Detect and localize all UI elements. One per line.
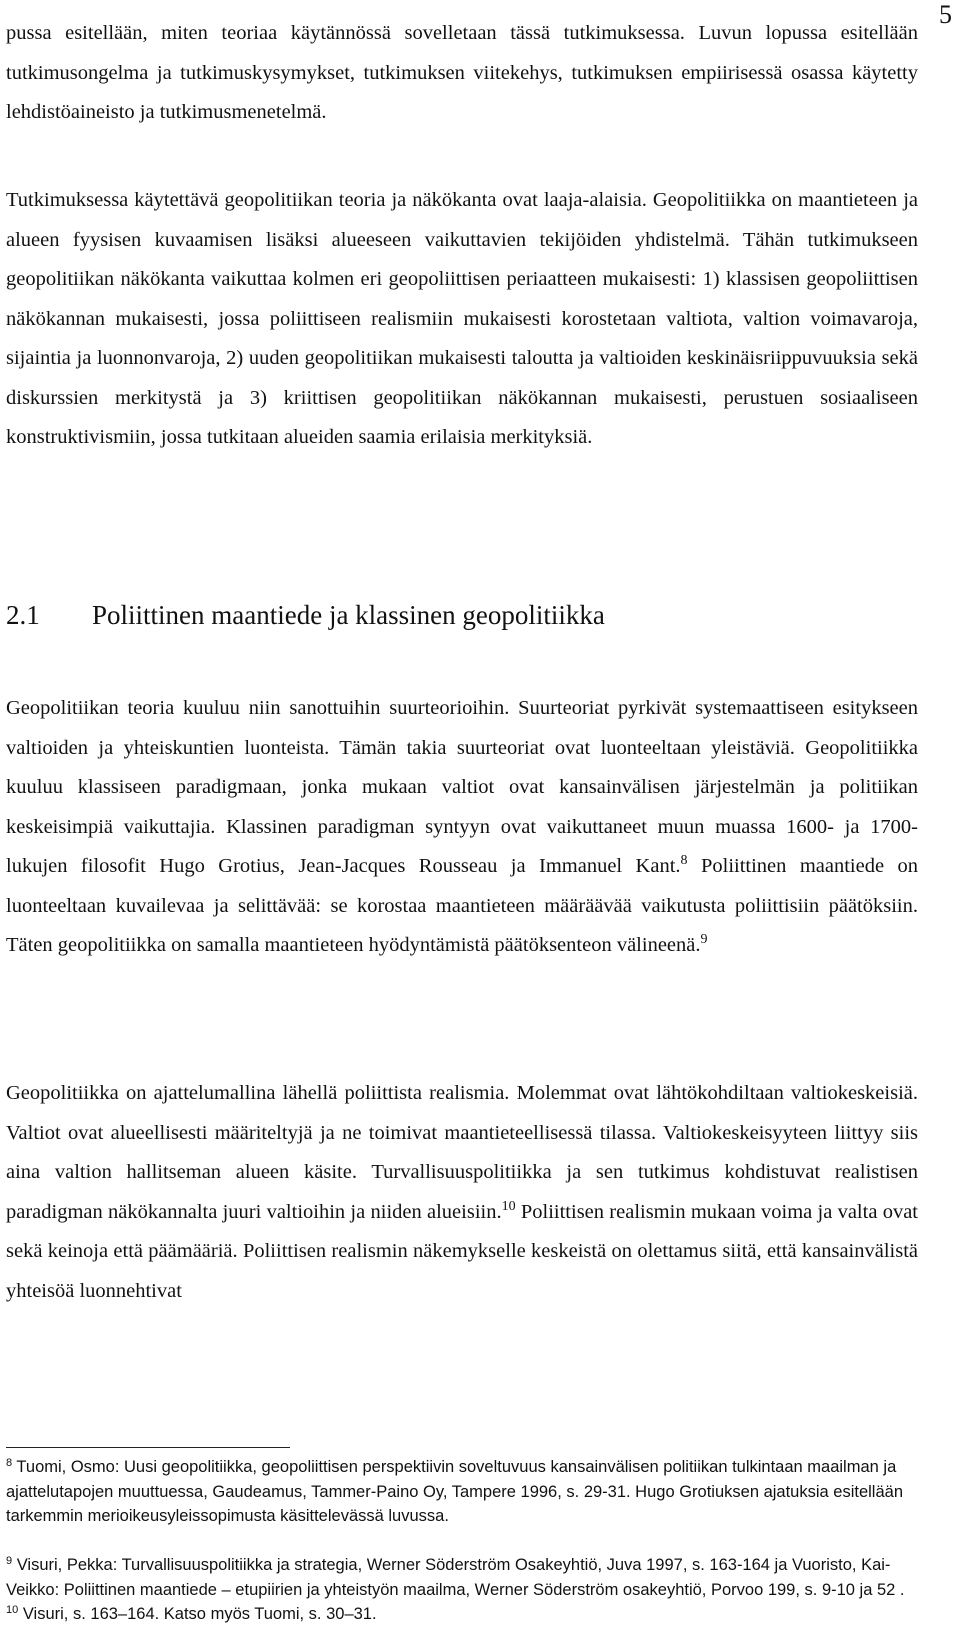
footnote-text: Tuomi, Osmo: Uusi geopolitiikka, geopoliittisen perspektiivin soveltuvuus kansainvälisen politiikan tulkintaan maailman ja ajattelutapojen muuttuessa, Gaudeamus, Tammer-Paino Oy, Tampere 1996, s. 29-31. Hugo Grotiuksen ajatuksia esitellään tarkemmin merioikeusyleissopimusta käsittelevässä luvussa. <box>6 1458 904 1525</box>
footnote-8 <box>6 1455 912 1529</box>
realism-text-b: Poliittisen realismin mukaan voima ja valta ovat sekä keinoja että päämääriä. Poliittisen realismin näkemykselle keskeistä on olettamus siitä, että kansainvälistä yhteisöä luonnehtivat <box>6 1200 918 1302</box>
footnote-text: Visuri, s. 163–164. Katso myös Tuomi, s. 30–31. <box>22 1605 377 1623</box>
footnote-ref-8[interactable]: 8 <box>680 853 688 868</box>
footnote-divider <box>6 1447 290 1448</box>
grand-theory-text-a: Geopolitiikan teoria kuuluu niin sanottuihin suurteorioihin. Suurteoriat pyrkivät systemaattiseen esitykseen valtioiden ja yhteiskuntien luonteista. Tämän takia suurteoriat ovat luonteeltaan yleistäviä. Geopolitiikka kuuluu klassiseen paradigmaan, jonka mukaan valtiot ovat kansainvälisen järjestelmän ja politiikan keskeisimpiä vaikuttajia. Klassinen paradigman syntyyn ovat vaikuttaneet muun muassa 1600- ja 1700-lukujen filosofit Hugo Grotius, Jean-Jacques Rousseau ja Immanuel Kant. <box>6 697 918 877</box>
section-number: 2.1 <box>6 600 40 630</box>
geopolitics-scope-paragraph: Tutkimuksessa käytettävä geopolitiikan teoria ja näkökanta ovat laaja-alaisia. Geopolitiikka on maantieteen ja alueen fyysisen kuvaamisen lisäksi alueeseen vaikuttavien tekijöiden yhdistelmä. Tähän tutkimukseen geopolitiikan näkökanta vaikuttaa kolmen eri geopoliittisen periaatteen mukaisesti: 1) klassisen geopoliittisen näkökannan mukaisesti, jossa poliittiseen realismiin mukaisesti korostetaan valtiota, valtion voimavaroja, sijaintia ja luonnonvaroja, 2) uuden geopolitiikan mukaisesti taloutta ja valtioiden keskinäisriippuvuuksia sekä diskurssien merkitystä ja 3) kriittisen geopolitiikan näkökannan mukaisesti, perustuen sosiaaliseen konstruktivismiin, jossa tutkitaan alueiden saamia erilaisia merkityksiä. <box>6 189 918 448</box>
grand-theory-text-b: Poliittinen maantiede on luonteeltaan kuvailevaa ja selittävää: se korostaa maantieteen määräävää vaikutusta poliittisiin päätöksiin. Täten geopolitiikka on samalla maantieteen hyödyntämistä päätöksenteon välineenä. <box>6 855 919 956</box>
section-heading <box>6 600 605 631</box>
footnote-number: 10 <box>6 1604 19 1616</box>
footnote-number: 8 <box>6 1457 13 1469</box>
section-title: Poliittinen maantiede ja klassinen geopolitiikka <box>92 600 605 630</box>
intro-paragraph: pussa esitellään, miten teoriaa käytännössä sovelletaan tässä tutkimuksessa. Luvun lopussa esitellään tutkimusongelma ja tutkimuskysymykset, tutkimuksen viitekehys, tutkimuksen empiirisessä osassa käytetty lehdistöaineisto ja tutkimusmenetelmä. <box>6 22 918 123</box>
page-number: 5 <box>939 0 952 29</box>
footnote-ref-10[interactable]: 10 <box>501 1198 516 1214</box>
realism-paragraph <box>6 1074 918 1311</box>
grand-theory-paragraph <box>6 689 918 966</box>
footnote-ref-9[interactable]: 9 <box>700 932 708 947</box>
footnote-number: 9 <box>6 1555 13 1567</box>
footnote-9 <box>6 1553 912 1602</box>
footnote-text: Visuri, Pekka: Turvallisuuspolitiikka ja strategia, Werner Söderström Osakeyhtiö, Juva 1997, s. 163-164 ja Vuoristo, Kai-Veikko: Poliittinen maantiede – etupiirien ja yhteistyön maailma, Werner Söderström osakeyhtiö, Porvoo 199, s. 9-10 ja 52 . <box>6 1556 905 1599</box>
footnote-10 <box>6 1602 912 1627</box>
realism-text-a: Geopolitiikka on ajattelumallina lähellä poliittista realismia. Molemmat ovat lähtökohdiltaan valtiokeskeisiä. Valtiot ovat alueellisesti määriteltyjä ja ne toimivat maantieteellisessä tilassa. Valtiokeskeisyyteen liittyy siis aina valtion hallitseman alueen käsite. Turvallisuuspolitiikka ja sen tutkimus kohdistuvat realistisen paradigman näkökannalta juuri valtioihin ja niiden alueisiin. <box>6 1082 918 1223</box>
